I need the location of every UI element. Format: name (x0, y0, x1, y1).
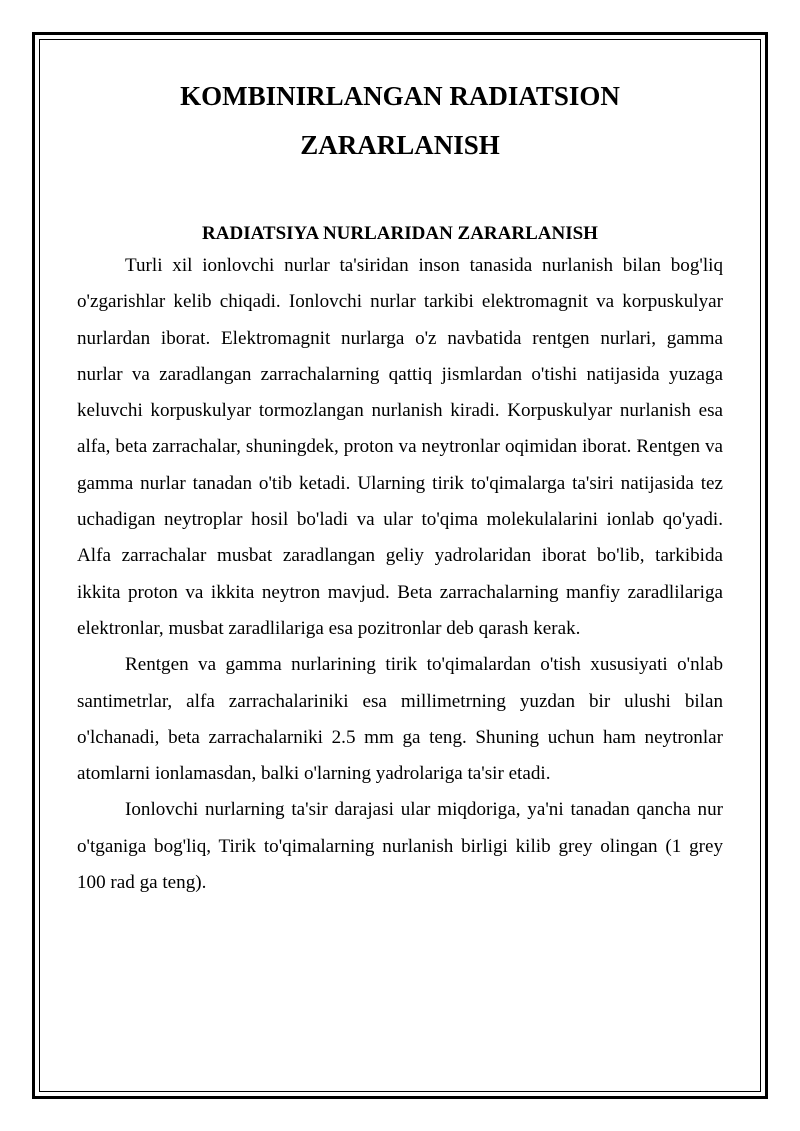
paragraph-2: Rentgen va gamma nurlarining tirik to'qimalardan o'tish xususiyati o'nlab santimetrlar, alfa zarrachalariniki esa millimetrning yuzdan bir ulushi bilan o'lchanadi, beta zarrachalarniki 2.5 mm ga teng. Shuning uchun ham neytronlar atomlarni ionlamasdan, balki o'larning yadrolariga ta'sir etadi. (77, 654, 723, 785)
paragraph-1: Turli xil ionlovchi nurlar ta'siridan inson tanasida nurlanish bilan bog'liq o'zgarishlar kelib chiqadi. Ionlovchi nurlar tarkibi elektromagnit va korpuskulyar nurlardan iborat. Elektromagnit nurlarga o'z navbatida rentgen nurlari, gamma nurlar va zaradlangan zarrachalarning qattiq jismlardan o'tishi natijasida yuzaga keluvchi korpuskulyar tormozlangan nurlanish kiradi. Korpuskulyar nurlanish esa alfa, beta zarrachalar, shuningdek, proton va neytronlar oqimidan iborat. Rentgen va gamma nurlar tanadan o'tib ketadi. Ularning tirik to'qimalarga ta'siri natijasida tez uchadigan neytroplar hosil bo'ladi va ular to'qima molekulalarini ionlab qo'yadi. Alfa zarrachalar musbat zaradlangan geliy yadrolaridan iborat bo'lib, tarkibida ikkita proton va ikkita neytron mavjud. Beta zarrachalarning manfiy zaradlilariga elektronlar, musbat zaradlilariga esa pozitronlar deb qarash kerak. (77, 255, 723, 639)
document-body (77, 72, 723, 901)
section-heading: RADIATSIYA NURLARIDAN ZARARLANISH (202, 223, 598, 244)
paragraph-3: Ionlovchi nurlarning ta'sir darajasi ular miqdoriga, ya'ni tanadan qancha nur o'tganiga bog'liq, Tirik to'qimalarning nurlanish birligi kilib grey olingan (1 grey 100 rad ga teng). (77, 799, 723, 894)
document-title: KOMBINIRLANGAN RADIATSION ZARARLANISH (180, 81, 620, 160)
